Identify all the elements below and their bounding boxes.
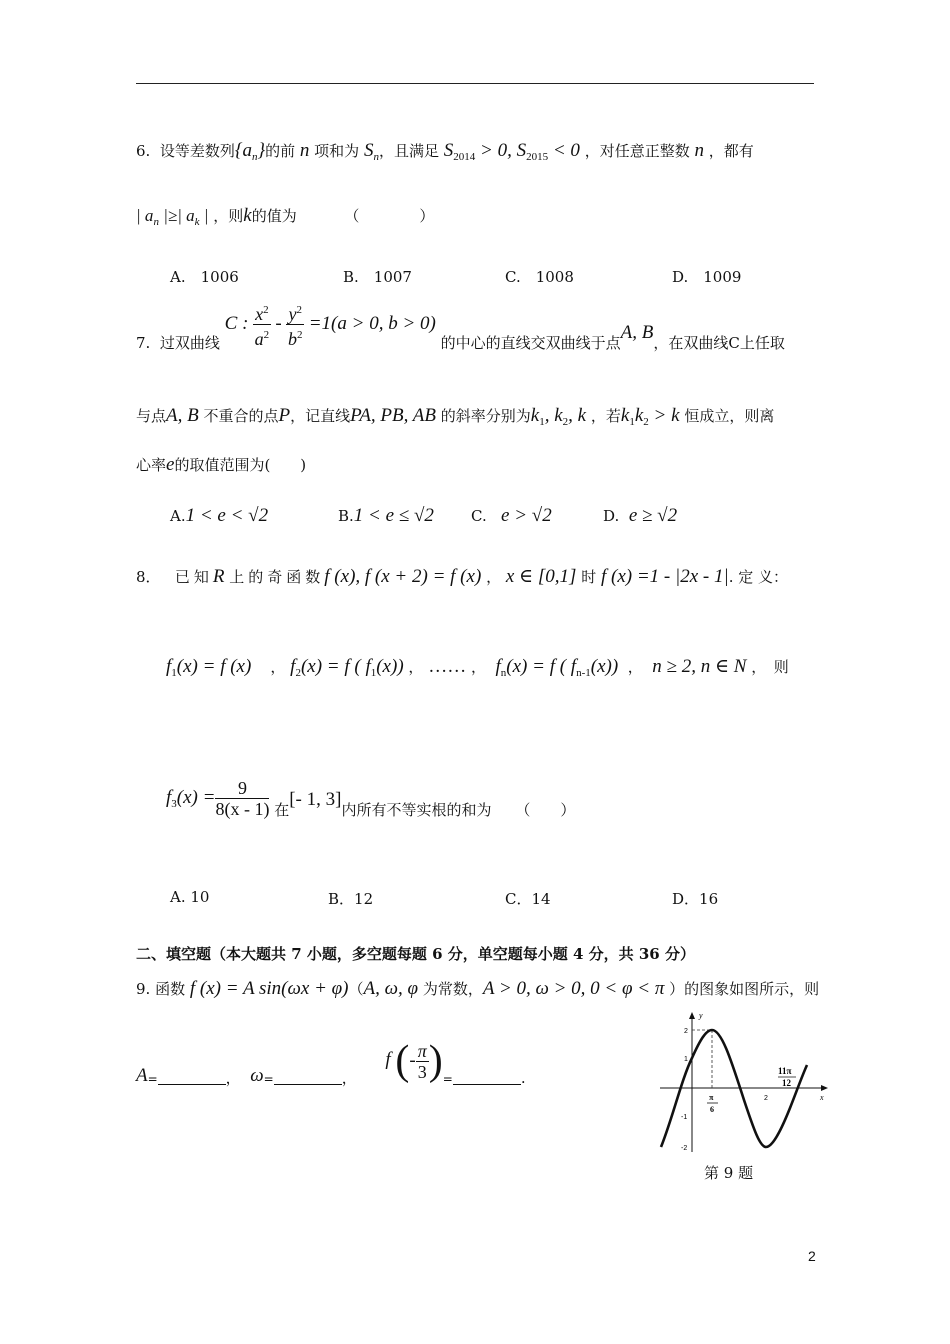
q6-option-a: A. 1006: [170, 268, 239, 286]
q7-line-1: 7. 过双曲线 C : $\frac{x^2}{a^2}$ - $\frac{y^2}{b^2}$ =1(a > 0, b > 0) 的中心的直线交双曲线于点A, B，在双曲线C上任取: [136, 300, 785, 349]
q7-option-b: B.1 < e ≤ √2: [338, 505, 434, 526]
answer-blank-f[interactable]: [453, 1070, 521, 1085]
y-tick-1: 1: [684, 1056, 688, 1063]
y-tick-neg1: -1: [681, 1114, 688, 1121]
y-axis: [689, 1012, 695, 1152]
x-tick-6: 6: [710, 1105, 714, 1114]
figure-caption: 第 9 题: [704, 1164, 754, 1182]
q8-line-3: $f_3(x)$ = $\frac{9}{8(x - 1)}$ 在[- 1, 3]内所有不等实根的和为 （ ）: [166, 778, 576, 819]
x-axis: [660, 1085, 828, 1091]
header-rule: [136, 83, 814, 84]
q6-line-1: 6. 设等差数列$\{a_n\}$的前 n 项和为 $S_n$，且满足 $S_{2014} > 0$, $S_{2015} < 0$ ，对任意正整数 n ，都有: [136, 140, 754, 163]
y-tick-neg2: -2: [681, 1145, 688, 1152]
q7-option-c: C. e > √2: [471, 505, 552, 526]
sine-graph: [652, 1008, 832, 1156]
q8-line-1: 8． 已知R 上的奇函数f (x), f (x + 2) = f (x) ， x ∈ [0,1] 时 f (x) =1 - |2x - 1|. 定 义：: [136, 566, 789, 587]
page-number: 2: [808, 1248, 816, 1264]
q6-line-2: | $a_n$ |≥| $a_k$ | ，则k的值为 （ ）: [136, 205, 435, 228]
q8-option-b: B．12: [328, 890, 374, 908]
y-tick-2: 2: [684, 1028, 688, 1035]
x-tick-pi: π: [709, 1093, 714, 1102]
label-11pi: 11π: [778, 1066, 792, 1076]
x-axis-label: x: [820, 1093, 824, 1102]
q8-option-c: C．14: [505, 890, 551, 908]
q6-option-b: B. 1007: [343, 268, 412, 286]
q9-line-1: 9. 函数 f (x) = A sin(ωx + φ)（A, ω, φ 为常数，A > 0, ω > 0, 0 < φ < π ）的图象如图所示，则: [136, 978, 820, 999]
q6-option-d: D. 1009: [672, 268, 742, 286]
q8-option-d: D．16: [672, 890, 719, 908]
q7-line-2: 与点A, B 不重合的点P，记直线PA, PB, AB 的斜率分别为$k_1$, $k_2$, k ，若$k_1k_2 > k$ 恒成立，则离: [136, 405, 775, 428]
section-heading: 二、填空题（本大题共 7 小题，多空题每题 6 分，单空题每小题 4 分，共 36 分）: [136, 945, 695, 963]
q7-option-d: D. e ≥ √2: [603, 505, 678, 526]
q8-option-a: A. 10: [170, 888, 210, 906]
q9-line-2: $A_=$ ， $\omega_=$ ， f (- $\frac{\pi}{3}$ )$_=$ .: [136, 1038, 526, 1087]
q8-line-2: $f_1(x) = f$ (x) ， $f_2(x) = f$ ( $f_1(x)$) ， …… ， $f_n(x) = f$ ( $f_{n-1}(x)$) ， n ≥ 2, n ∈ N ， 则: [166, 656, 789, 679]
label-12: 12: [782, 1078, 791, 1088]
q7-line-3: 心率e的取值范围为( ): [136, 454, 307, 475]
answer-blank-a[interactable]: [158, 1070, 226, 1085]
x-tick-2: 2: [764, 1095, 768, 1102]
answer-blank-omega[interactable]: [274, 1070, 342, 1085]
y-axis-label: y: [699, 1011, 703, 1020]
q7-option-a: A.1 < e < √2: [170, 505, 269, 526]
q6-option-c: C. 1008: [505, 268, 574, 286]
